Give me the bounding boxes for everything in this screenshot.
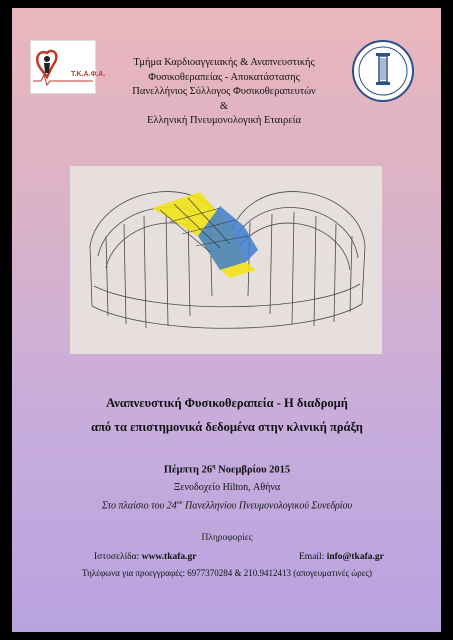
phones-line: Τηλέφωνα για προεγγραφές: 6977370284 & 210.9412413 (απογευματινές ώρες) (81, 568, 373, 578)
event-date (32, 464, 422, 476)
seal-column-icon (354, 42, 412, 100)
congress-ordinal: ου (176, 500, 183, 506)
website-link[interactable]: www.tkafa.gr (141, 552, 197, 562)
date-day: Πέμπτη 26 (163, 464, 213, 476)
title-line-1: Αναπνευστική Φυσικοθεραπεία - Η διαδρομή (106, 396, 348, 410)
title-line-2: από τα επιστημονικά δεδομένα στην κλινική πράξη (91, 420, 363, 434)
header-line-2: Φυσικοθεραπείας - Αποκατάστασης (148, 71, 300, 83)
header-line-3: Πανελλήνιος Σύλλογος Φυσικοθεραπευτών (132, 86, 316, 97)
event-venue: Ξενοδοχείο Hilton, Αθήνα (173, 482, 281, 493)
header-line-4: & (219, 100, 229, 112)
heart-person-icon (31, 41, 95, 93)
congress-post: Πανελληνίου Πνευμονολογικού Συνεδρίου (182, 500, 353, 512)
congress-note (32, 500, 422, 511)
header-line-5: Ελληνική Πνευμονολογική Εταιρεία (147, 115, 301, 126)
email-label: Email: (299, 552, 327, 562)
website-label: Ιστοσελίδα: (94, 552, 142, 562)
tkafa-logo-text: Τ.Κ.Α.Φ.Α. (71, 71, 106, 78)
header-line-1: Τμήμα Καρδιοαγγειακής & Αναπνευστικής (133, 57, 315, 68)
congress-pre: Στο πλαίσιο του 24 (101, 500, 177, 512)
lung-wireframe-icon (70, 166, 382, 354)
date-ordinal: η (212, 464, 216, 470)
info-heading: Πληροφορίες (201, 533, 253, 543)
website-line (94, 552, 196, 562)
date-month: Νοεμβρίου 2015 (215, 464, 291, 476)
organizers-header (104, 56, 344, 129)
email-line (299, 552, 384, 562)
event-title (32, 391, 422, 439)
lung-grid-illustration (70, 166, 382, 354)
email-link[interactable]: info@tkafa.gr (326, 552, 384, 562)
flyer-page (12, 8, 441, 632)
tkafa-logo (30, 40, 106, 94)
pneumonology-society-seal (352, 40, 414, 102)
